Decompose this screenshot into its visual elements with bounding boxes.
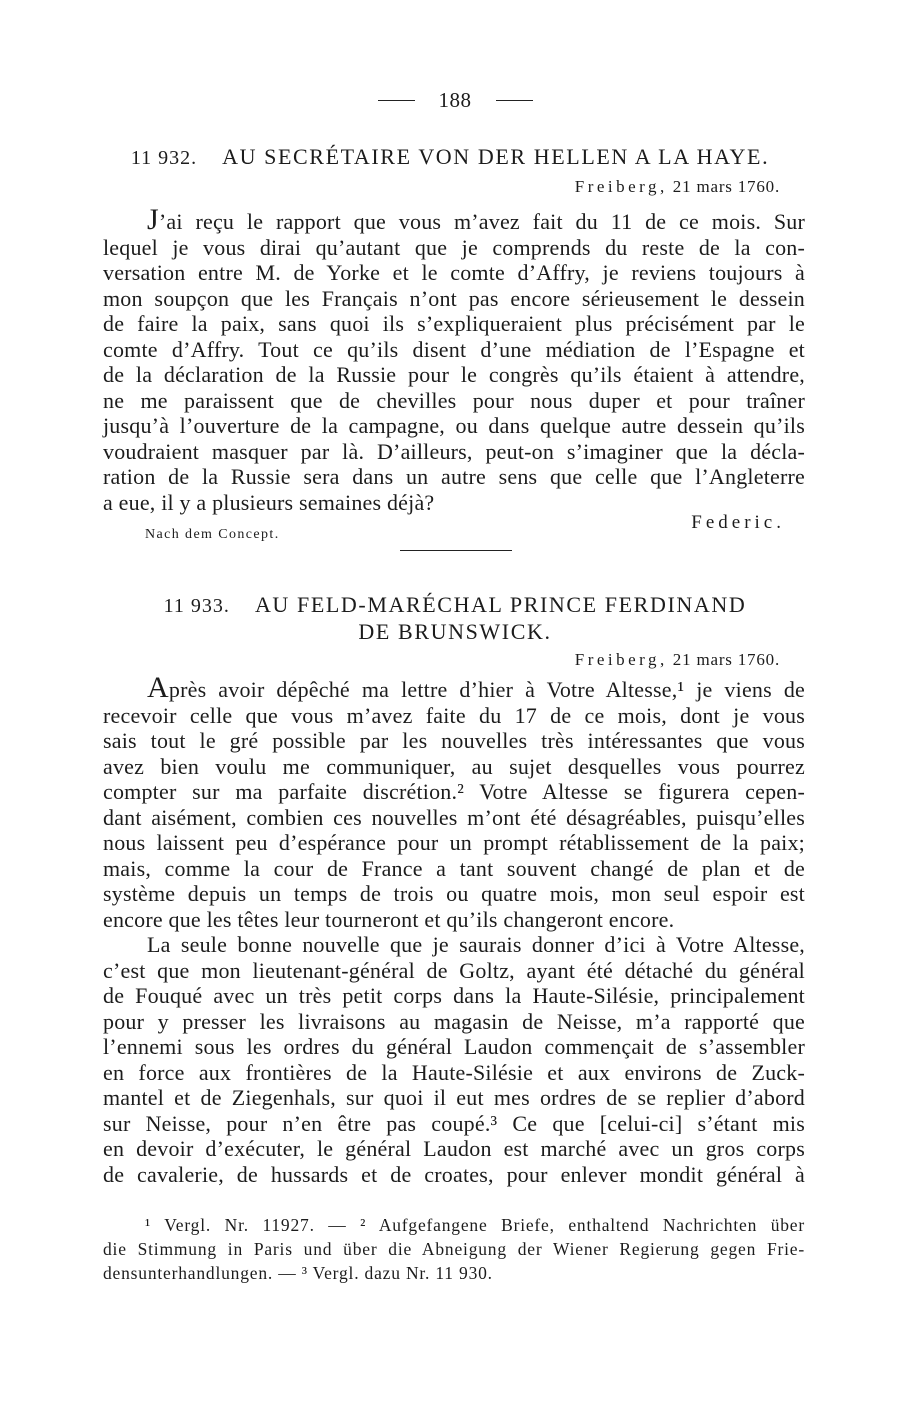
page-header <box>0 87 900 113</box>
page-number-right-rule <box>496 100 533 101</box>
body-line: La seule bonne nouvelle que je saurais donner d’ici à Votre Altesse, <box>147 932 805 957</box>
dateline-date: 21 mars 1760. <box>672 177 780 196</box>
source-note: Nach dem Concept. <box>145 527 280 542</box>
body-line: compter sur ma parfaite discrétion.² Votre Altesse se figurera cepen- <box>103 779 805 804</box>
body-line: ne me paraissent que de chevilles pour nous duper et pour traîner <box>103 387 805 413</box>
body-line: a eue, il y a plusieurs semaines déjà? <box>103 489 435 515</box>
body-line: encore que les têtes leur tourneront et qu’ils changeront encore. <box>103 906 675 932</box>
body-line <box>103 671 805 704</box>
page-number: 188 <box>438 88 472 112</box>
letter-title-continued: DE BRUNSWICK. <box>358 619 552 644</box>
body-line: voudraient masquer par là. D’ailleurs, peut-on s’imaginer que la décla- <box>103 438 805 464</box>
dateline-place: Freiberg, <box>574 177 668 196</box>
letter-separator <box>400 550 512 551</box>
letter-heading-row <box>10 592 900 619</box>
letter-heading <box>0 592 900 644</box>
body-line: lequel je vous dirai qu’autant que je comprends du reste de la con- <box>103 234 805 260</box>
body-line: ration de la Russie sera dans un autre sens que celle que l’Angleterre <box>103 464 805 489</box>
initial-letter: A <box>147 671 169 704</box>
dateline-place: Freiberg, <box>574 650 668 669</box>
body-line: de cavalerie, de hussards et de croates, pour enlever mondit général à <box>103 1161 805 1187</box>
body-line: en force aux frontières de la Haute-Silésie et aux environs de Zuck- <box>103 1059 805 1085</box>
body-line: avez bien voulu me communiquer, au sujet desquelles vous pourrez <box>103 753 805 779</box>
body-line: de Fouqué avec un très petit corps dans la Haute-Silésie, principalement <box>103 983 805 1008</box>
body-line: sais tout le gré possible par les nouvelles très intéressantes que vous <box>103 728 805 753</box>
letter-title: AU FELD-MARÉCHAL PRINCE FERDINAND <box>254 592 747 617</box>
footnote-line: ¹ Vergl. Nr. 11927. — ² Aufgefangene Briefe, enthaltend Nachrichten über <box>145 1215 805 1235</box>
body-line: l’ennemi sous les ordres du général Laudon commençait de s’assembler <box>103 1034 805 1059</box>
body-line: mais, comme la cour de France a tant souvent changé de plan et de <box>103 855 805 881</box>
letter-heading-row <box>10 619 900 644</box>
letter-title: AU SECRÉTAIRE VON DER HELLEN A LA HAYE. <box>222 144 770 169</box>
body-line-text: près avoir dépêché ma lettre d’hier à Votre Altesse,¹ je viens de <box>168 677 805 702</box>
letter-dateline <box>575 175 780 199</box>
letter-body <box>103 203 805 515</box>
letter-heading-row <box>0 143 900 172</box>
footnote-line: densunterhandlungen. — ³ Vergl. dazu Nr. 11 930. <box>103 1263 493 1283</box>
signature: Federic. <box>691 512 785 533</box>
body-line: nous laissent peu d’espérance pour un prompt rétablissement de la paix; <box>103 830 805 855</box>
body-line: système depuis un temps de trois ou quatre mois, mon seul espoir est <box>103 881 805 906</box>
body-line: versation entre M. de Yorke et le comte d’Affry, je reviens toujours à <box>103 260 805 285</box>
body-line: mantel et de Ziegenhals, sur quoi il eut mes ordres de se replier d’abord <box>103 1085 805 1110</box>
letter-heading <box>0 143 900 172</box>
body-line: recevoir celle que vous m’avez faite du 17 de ce mois, dont je vous <box>103 702 805 728</box>
body-line: de faire la paix, sans quoi ils s’expliqueraient plus précisément par le <box>103 311 805 336</box>
letter-body <box>103 671 805 1187</box>
body-line: dant aisément, combien ces nouvelles m’ont été désagréables, puisqu’elles <box>103 804 805 830</box>
body-line-text: ’ai reçu le rapport que vous m’avez fait du 11 de ce mois. Sur <box>158 209 805 234</box>
dateline-date: 21 mars 1760. <box>672 650 780 669</box>
body-line: en devoir d’exécuter, le général Laudon est marché avec un gros corps <box>103 1136 805 1161</box>
body-line: jusqu’à l’ouverture de la campagne, ou dans quelque autre dessein qu’ils <box>103 413 805 438</box>
body-line: comte d’Affry. Tout ce qu’ils disent d’une médiation de l’Espagne et <box>103 336 805 362</box>
page-number-left-rule <box>378 100 415 101</box>
letter-dateline <box>575 648 780 672</box>
body-line: pour y presser les livraisons au magasin de Neisse, m’a rapporté que <box>103 1008 805 1034</box>
footnotes <box>103 1213 805 1285</box>
letter-number: 11 933. <box>163 595 230 617</box>
body-line: sur Neisse, pour n’en être pas coupé.³ Ce que [celui-ci] s’étant mis <box>103 1110 805 1136</box>
initial-letter: J <box>147 203 159 236</box>
body-line <box>103 203 805 236</box>
footnote-line: die Stimmung in Paris und über die Abneigung der Wiener Regierung gegen Frie- <box>103 1239 805 1259</box>
body-line: mon soupçon que les Français n’ont pas encore sérieusement le dessein <box>103 285 805 311</box>
body-line: de la déclaration de la Russie pour le congrès qu’ils étaient à attendre, <box>103 362 805 387</box>
letter-number: 11 932. <box>130 147 198 169</box>
body-line: c’est que mon lieutenant-général de Goltz, ayant été détaché du général <box>103 957 805 983</box>
